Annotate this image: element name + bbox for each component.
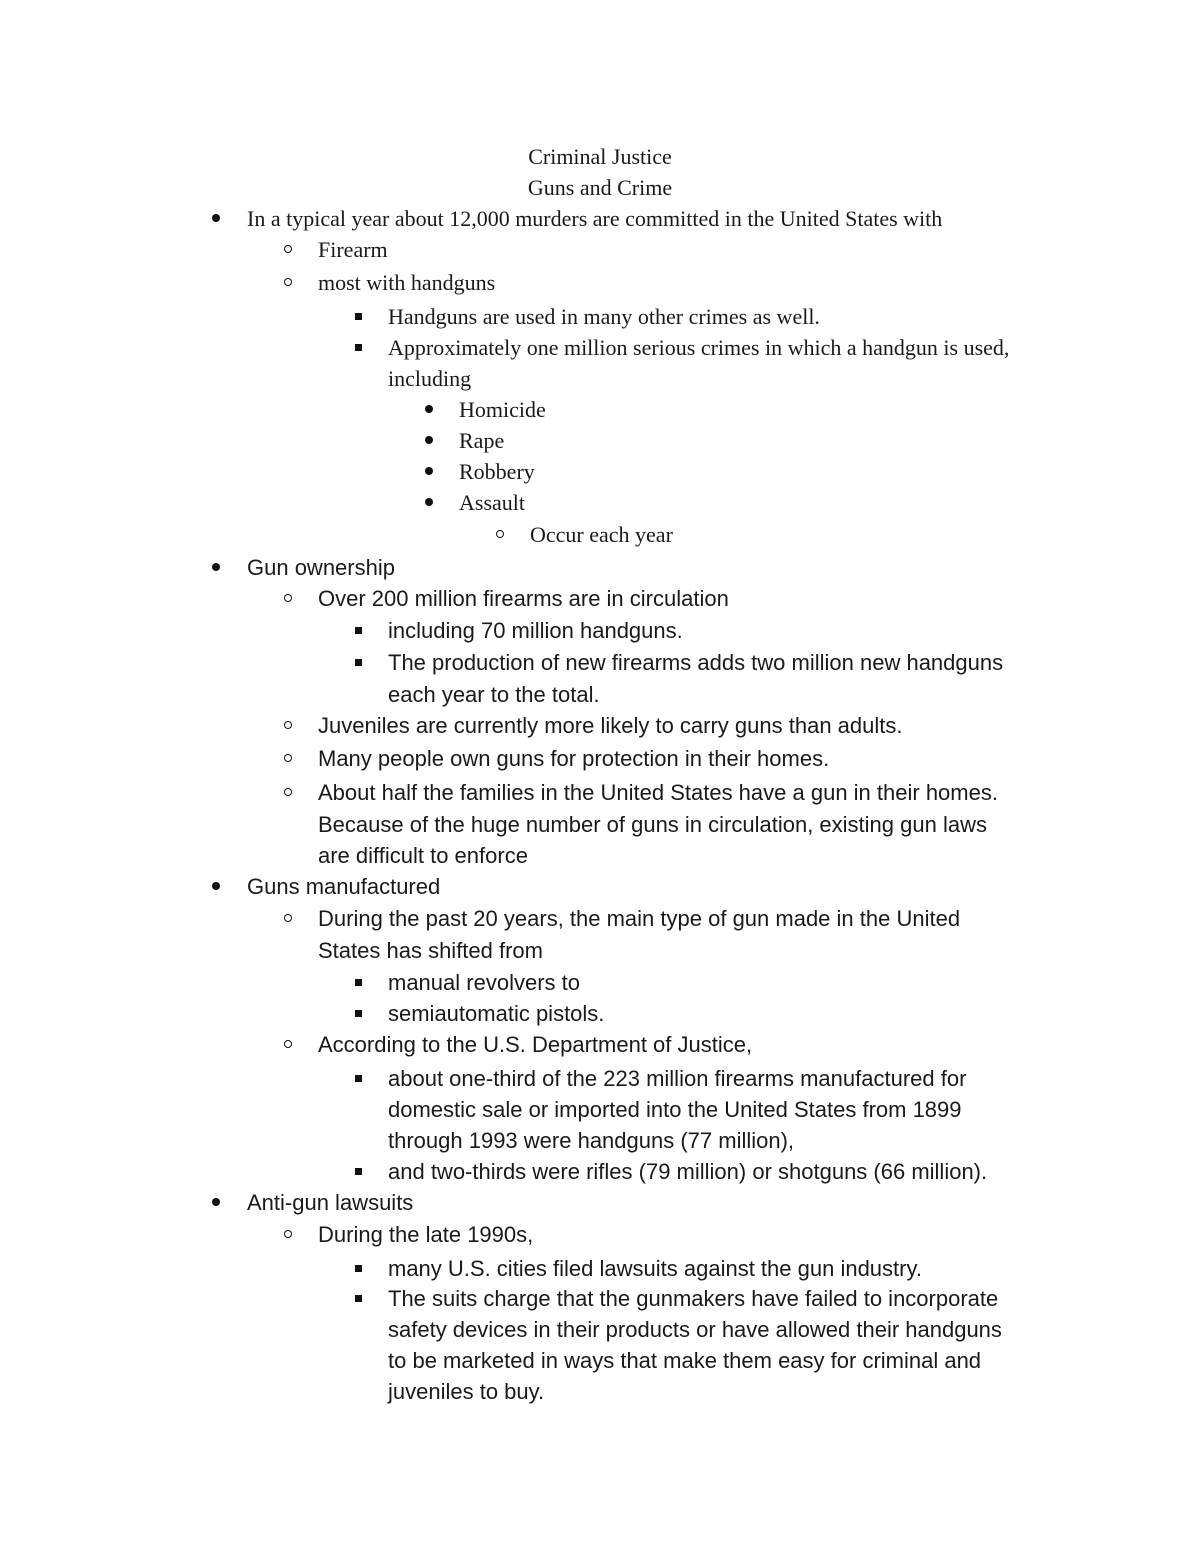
- bullet-square-icon: [355, 659, 362, 666]
- bullet-circle-icon: [284, 721, 292, 729]
- list-item: are difficult to enforce: [318, 843, 528, 868]
- list-item: Handguns are used in many other crimes as well.: [388, 304, 820, 329]
- list-item: manual revolvers to: [388, 970, 580, 995]
- bullet-disc-icon: [425, 405, 433, 413]
- list-item: The suits charge that the gunmakers have failed to incorporate: [388, 1286, 999, 1311]
- list-item: Rape: [459, 428, 505, 453]
- list-item: According to the U.S. Department of Justice,: [318, 1032, 753, 1057]
- list-item: safety devices in their products or have allowed their handguns: [388, 1317, 1002, 1342]
- bullet-square-icon: [355, 1265, 362, 1272]
- bullet-square-icon: [355, 1168, 362, 1175]
- bullet-circle-icon: [284, 914, 292, 922]
- bullet-square-icon: [355, 313, 362, 320]
- list-item: including: [388, 366, 472, 391]
- bullet-circle-icon: [496, 530, 504, 538]
- list-item: Juveniles are currently more likely to carry guns than adults.: [318, 713, 903, 738]
- document-title: Criminal Justice: [528, 144, 672, 169]
- bullet-disc-icon: [212, 882, 220, 890]
- list-item: Robbery: [459, 459, 535, 484]
- list-item: Occur each year: [530, 522, 673, 547]
- list-item: through 1993 were handguns (77 million),: [388, 1128, 795, 1153]
- bullet-disc-icon: [425, 436, 433, 444]
- bullet-circle-icon: [284, 1230, 292, 1238]
- list-item: About half the families in the United States have a gun in their homes.: [318, 780, 998, 805]
- list-item: most with handguns: [318, 270, 496, 295]
- bullet-circle-icon: [284, 788, 292, 796]
- bullet-square-icon: [355, 1295, 362, 1302]
- bullet-disc-icon: [212, 563, 220, 571]
- list-item: In a typical year about 12,000 murders are committed in the United States with: [247, 206, 943, 231]
- list-item: During the late 1990s,: [318, 1222, 534, 1247]
- bullet-square-icon: [355, 979, 362, 986]
- list-item: Assault: [459, 490, 525, 515]
- list-item: Many people own guns for protection in their homes.: [318, 746, 830, 771]
- bullet-square-icon: [355, 344, 362, 351]
- list-item: each year to the total.: [388, 682, 600, 707]
- list-item: and two-thirds were rifles (79 million) or shotguns (66 million).: [388, 1159, 988, 1184]
- bullet-circle-icon: [284, 754, 292, 762]
- list-item: Homicide: [459, 397, 546, 422]
- list-item: States has shifted from: [318, 938, 543, 963]
- bullet-disc-icon: [212, 1198, 220, 1206]
- list-item: Anti-gun lawsuits: [247, 1190, 414, 1215]
- bullet-circle-icon: [284, 278, 292, 286]
- bullet-circle-icon: [284, 1040, 292, 1048]
- list-item: During the past 20 years, the main type of gun made in the United: [318, 906, 961, 931]
- bullet-disc-icon: [212, 214, 220, 222]
- list-item: semiautomatic pistols.: [388, 1001, 605, 1026]
- list-item: domestic sale or imported into the United States from 1899: [388, 1097, 962, 1122]
- list-item: many U.S. cities filed lawsuits against the gun industry.: [388, 1256, 922, 1281]
- list-item: Over 200 million firearms are in circulation: [318, 586, 729, 611]
- bullet-square-icon: [355, 627, 362, 634]
- bullet-disc-icon: [425, 498, 433, 506]
- bullet-square-icon: [355, 1075, 362, 1082]
- list-item: Firearm: [318, 237, 388, 262]
- list-item: including 70 million handguns.: [388, 618, 683, 643]
- list-item: to be marketed in ways that make them easy for criminal and: [388, 1348, 982, 1373]
- list-item: Guns manufactured: [247, 874, 441, 899]
- list-item: Because of the huge number of guns in circulation, existing gun laws: [318, 812, 987, 837]
- list-item: Gun ownership: [247, 555, 395, 580]
- bullet-circle-icon: [284, 245, 292, 253]
- list-item: The production of new firearms adds two million new handguns: [388, 650, 1004, 675]
- list-item: Approximately one million serious crimes in which a handgun is used,: [388, 335, 1010, 360]
- document-subtitle: Guns and Crime: [527, 175, 673, 200]
- bullet-square-icon: [355, 1010, 362, 1017]
- bullet-disc-icon: [425, 467, 433, 475]
- list-item: juveniles to buy.: [388, 1379, 545, 1404]
- list-item: about one-third of the 223 million firearms manufactured for: [388, 1066, 967, 1091]
- bullet-circle-icon: [284, 594, 292, 602]
